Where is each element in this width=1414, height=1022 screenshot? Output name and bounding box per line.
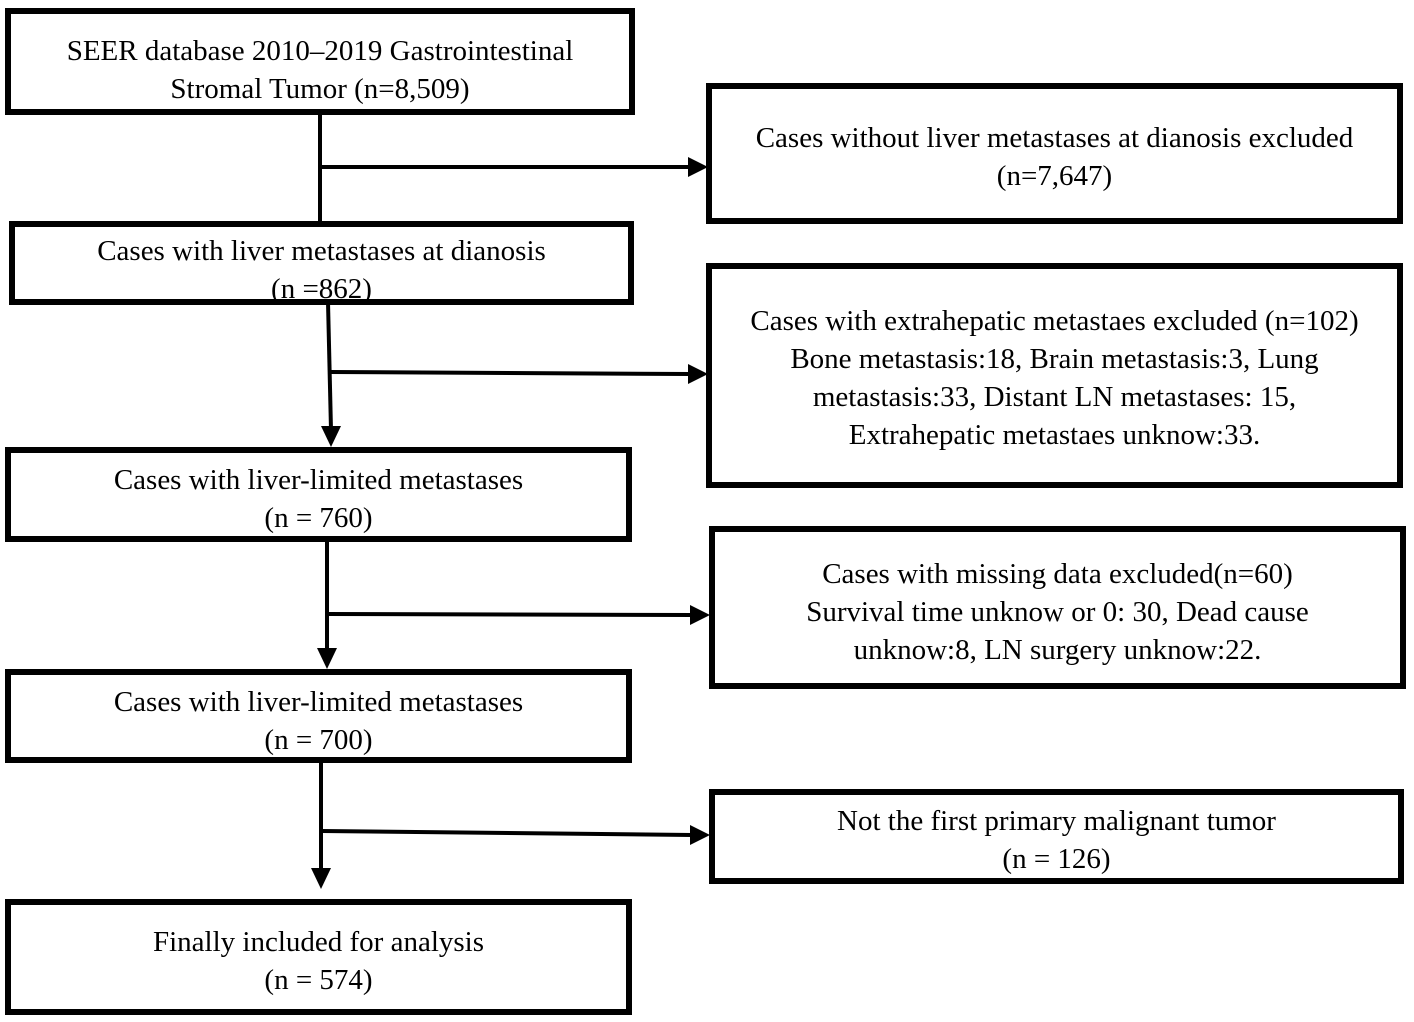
box-line: metastasis:33, Distant LN metastases: 15, [812, 381, 1297, 413]
box-excluded-not-first-primary [709, 789, 1404, 884]
box-line: unknow:8, LN surgery unknow:22. [853, 634, 1262, 666]
exclusion-arrow-3 [328, 614, 692, 615]
connector-liver-to-760 [328, 302, 331, 430]
box-line: Cases with liver metastases at dianosis [97, 235, 546, 267]
box-line: Cases with extrahepatic metastaes excluded (n=102) [750, 305, 1359, 337]
box-line: (n = 760) [264, 502, 373, 534]
box-line: Cases without liver metastases at dianosis excluded [755, 122, 1354, 154]
box-liver-limited-760 [5, 447, 632, 542]
box-excluded-missing-data [709, 526, 1406, 689]
box-line: Finally included for analysis [152, 926, 485, 958]
exclusion-arrow-2 [330, 372, 690, 374]
box-final-included [5, 899, 632, 1015]
box-liver-metastases [9, 221, 634, 305]
box-line: SEER database 2010–2019 Gastrointestinal [66, 35, 574, 67]
box-line: (n =862) [271, 273, 372, 305]
box-line: Cases with liver-limited metastases [113, 464, 524, 496]
box-line: (n = 700) [264, 724, 373, 756]
box-line: (n=7,647) [996, 160, 1113, 192]
box-excluded-extrahepatic [706, 263, 1403, 488]
box-liver-limited-700 [5, 669, 632, 763]
box-line: Stromal Tumor (n=8,509) [170, 73, 470, 105]
box-excluded-no-liver-mets [706, 83, 1403, 224]
arrowhead-to-760 [321, 426, 341, 447]
box-line: Bone metastasis:18, Brain metastasis:3, Lung [790, 343, 1319, 375]
arrowhead-to-700 [317, 648, 337, 669]
box-line: Survival time unknow or 0: 30, Dead cause [806, 596, 1309, 628]
box-line: Cases with missing data excluded(n=60) [822, 558, 1293, 590]
box-line: Cases with liver-limited metastases [113, 686, 524, 718]
box-line: (n = 126) [1002, 843, 1111, 875]
box-line: Not the first primary malignant tumor [837, 805, 1276, 837]
arrowhead-to-final [311, 868, 331, 889]
box-line: (n = 574) [264, 964, 373, 996]
box-line: Extrahepatic metastaes unknow:33. [848, 419, 1261, 451]
box-seer-database [5, 8, 635, 115]
exclusion-arrow-4 [322, 831, 692, 835]
